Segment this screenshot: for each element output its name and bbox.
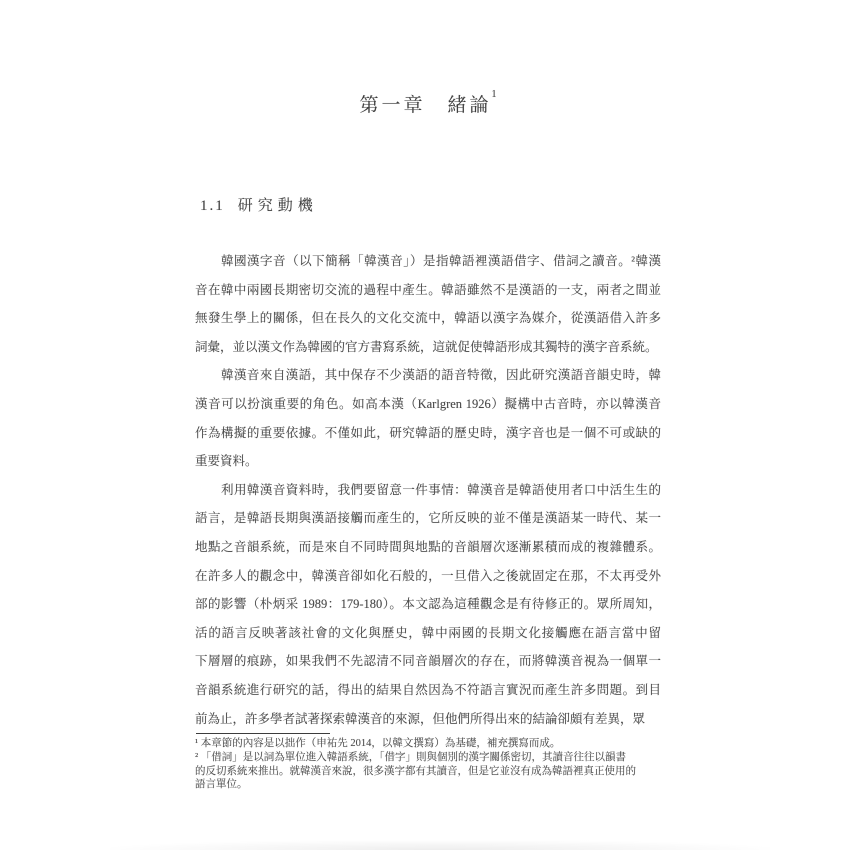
body-line: 活的語言反映著該社會的文化與歷史，韓中兩國的長期文化接觸應在語言當中留 [195,625,661,640]
body-text [195,247,661,733]
footnotes [195,737,669,792]
chapter-title-text: 第一章 緒論 [359,95,492,116]
body-line: 作為構擬的重要依據。不僅如此，研究韓語的歷史時，漢字音也是一個不可或缺的 [195,425,661,440]
body-line: 韓國漢字音（以下簡稱「韓漢音」）是指韓語裡漢語借字、借詞之讀音。²韓漢 [221,254,661,268]
body-line: 前為止，許多學者試著探索韓漢音的來源，但他們所得出來的結論卻頗有差異，眾 [195,711,646,726]
section-number: 1.1 [200,198,225,214]
body-line: 音在韓中兩國長期密切交流的過程中產生。韓語雖然不是漢語的一支，兩者之間並 [195,282,661,297]
body-line: 韓漢音來自漢語，其中保存不少漢語的語音特徵，因此研究漢語音韻史時，韓 [221,368,661,383]
footnote-separator [196,733,330,734]
section-title: 研究動機 [237,198,318,214]
scan-shadow-artifact [110,840,770,850]
body-line: 下層層的痕跡，如果我們不先認清不同音韻層次的存在，而將韓漢音視為一個單一 [195,654,661,669]
chapter-title-footnote-ref: 1 [491,88,497,100]
body-line: 詞彙，並以漢文作為韓國的官方書寫系統，這就促使韓語形成其獨特的漢字音系統。 [195,339,658,354]
body-line: 漢音可以扮演重要的角色。如高本漢（Karlgren 1926）擬構中古音時，亦以韓漢音 [195,396,661,411]
footnote-line: ¹ 本章節的內容是以拙作（申祐先 2014，以韓文撰寫）為基礎，補充撰寫而成。 [195,738,561,749]
footnote-line: ² 「借詞」是以詞為單位進入韓語系統，「借字」則與個別的漢字關係密切，其讀音往往以韻書 [195,751,627,763]
section-heading [200,194,318,215]
body-line: 無發生學上的關係，但在長久的文化交流中，韓語以漢字為媒介，從漢語借入許多 [195,311,661,326]
body-line: 利用韓漢音資料時，我們要留意一件事情：韓漢音是韓語使用者口中活生生的 [221,482,661,497]
body-line: 重要資料。 [195,454,258,469]
footnote-line: 語言單位。 [195,779,248,791]
body-line: 音韻系統進行研究的話，得出的結果自然因為不符語言實況而產生許多問題。到目 [195,682,661,697]
body-line: 部的影響（朴炳采 1989：179-180）。本文認為這種觀念是有待修正的。眾所周知， [195,597,661,612]
chapter-title [195,90,661,117]
footnote-line: 的反切系統來推出。就韓漢音來說，很多漢字都有其讀音，但是它並沒有成為韓語裡真正使用的 [195,765,636,777]
body-line: 地點之音韻系統，而是來自不同時間與地點的音韻層次逐漸累積而成的複雜體系。 [195,539,661,554]
body-line: 在許多人的觀念中，韓漢音卻如化石般的，一旦借入之後就固定在那，不太再受外 [195,568,661,583]
body-line: 語言，是韓語長期與漢語接觸而產生的，它所反映的並不僅是漢語某一時代、某一 [195,511,661,526]
